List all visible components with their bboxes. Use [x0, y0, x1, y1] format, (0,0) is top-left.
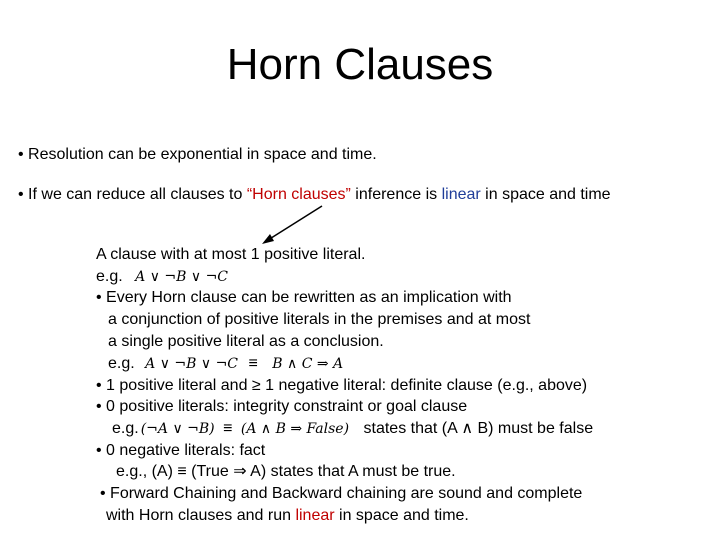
- example-3-formula-b: (A ∧ B ⇒ False): [240, 421, 350, 437]
- example-3-formula-a: (¬A ∨ ¬B): [140, 421, 215, 437]
- example-3-explanation: states that (A ∧ B) must be false: [363, 420, 594, 437]
- horn-definition: A clause with at most 1 positive literal.: [96, 246, 366, 263]
- fact-example: e.g., (A) ≡ (True ⇒ A) states that A must be true.: [116, 463, 456, 480]
- example-2: [108, 354, 343, 374]
- example-1: [96, 267, 228, 287]
- bullet-horn-mid: inference is: [350, 186, 442, 203]
- chaining-pre: with Horn clauses and run: [106, 507, 296, 524]
- linear-term: linear: [441, 186, 481, 203]
- chaining-point: • Forward Chaining and Backward chaining are sound and complete: [100, 485, 583, 502]
- chaining-linear-term: linear: [295, 507, 335, 524]
- chaining-post: in space and time.: [334, 507, 469, 524]
- bullet-resolution: • Resolution can be exponential in space and time.: [18, 146, 377, 163]
- example-3-label: e.g.: [112, 420, 139, 437]
- example-2-formula-a: A ∨ ¬B ∨ ¬C: [145, 356, 239, 372]
- example-3-equiv: ≡: [223, 420, 233, 437]
- slide-title: Horn Clauses: [226, 40, 494, 89]
- rewrite-point-cont-1: a conjunction of positive literals in the premises and at most: [108, 311, 531, 328]
- example-3: [112, 419, 593, 439]
- rewrite-point-cont-2: a single positive literal as a conclusion.: [108, 333, 384, 350]
- goal-clause-point: • 0 positive literals: integrity constraint or goal clause: [96, 398, 468, 415]
- bullet-horn-pre: • If we can reduce all clauses to: [18, 186, 247, 203]
- definite-clause-point: • 1 positive literal and ≥ 1 negative literal: definite clause (e.g., above): [96, 377, 588, 394]
- horn-clauses-term: “Horn clauses”: [246, 186, 351, 203]
- chaining-point-cont: [106, 506, 469, 526]
- rewrite-point: • Every Horn clause can be rewritten as an implication with: [96, 289, 512, 306]
- example-2-formula-b: B ∧ C ⇒ A: [272, 356, 344, 372]
- example-1-label: e.g.: [96, 268, 123, 285]
- example-1-formula: A ∨ ¬B ∨ ¬C: [135, 269, 229, 285]
- example-2-label: e.g.: [108, 355, 135, 372]
- fact-point: • 0 negative literals: fact: [96, 442, 266, 459]
- example-2-equiv: ≡: [248, 355, 258, 372]
- bullet-horn-post: in space and time: [480, 186, 611, 203]
